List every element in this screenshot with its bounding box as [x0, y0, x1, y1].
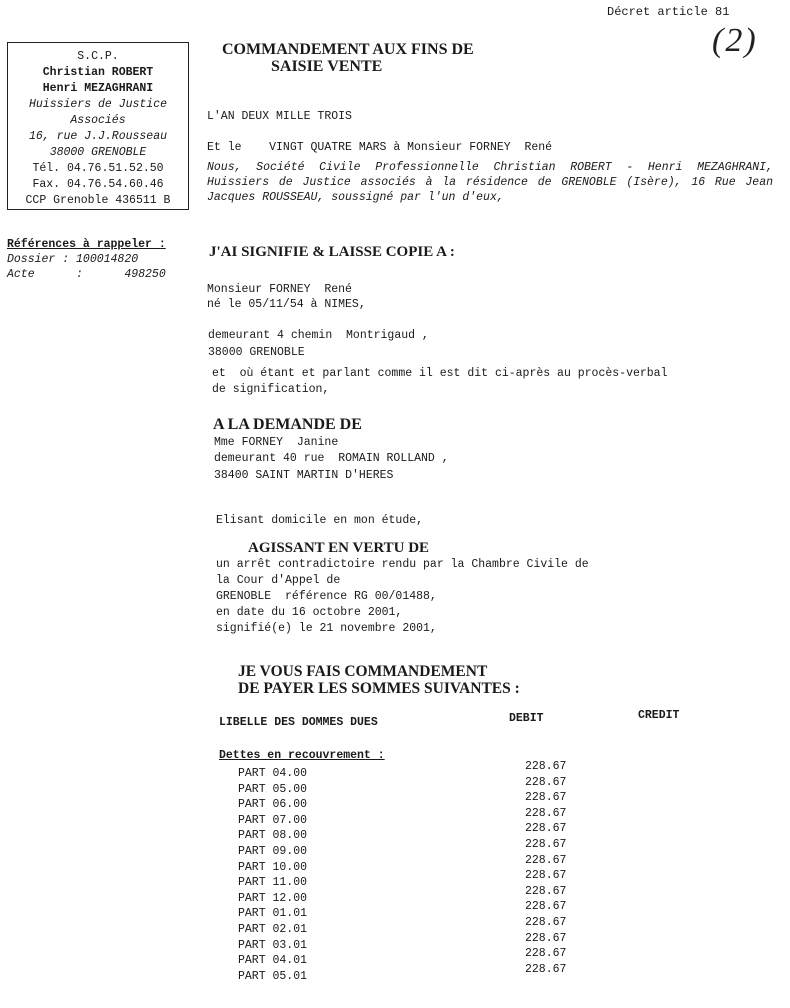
acting-line: GRENOBLE référence RG 00/01488, — [216, 590, 437, 603]
column-header-credit: CREDIT — [638, 709, 680, 722]
debt-row-label: PART 02.01 — [238, 923, 308, 936]
dossier-number: Dossier : 100014820 — [7, 253, 139, 266]
office-line: Huissiers de Justice — [28, 98, 168, 111]
command-line: DE PAYER LES SOMMES SUIVANTES : — [238, 680, 520, 697]
debt-row-label: PART 12.00 — [238, 891, 308, 905]
office-address: 16, rue J.J.Rousseau — [28, 130, 168, 143]
requester-address: demeurant 40 rue ROMAIN ROLLAND , — [214, 452, 449, 465]
column-header-debit: DEBIT — [509, 712, 544, 725]
acting-line: en date du 16 octobre 2001, — [216, 606, 403, 619]
command-line: JE VOUS FAIS COMMANDEMENT — [238, 663, 488, 680]
debt-row-label: PART 11.00 — [238, 876, 308, 890]
debt-row-debit: 228.67 — [525, 838, 567, 851]
handwritten-annotation: (2) — [712, 22, 758, 59]
office-city: 38000 GRENOBLE — [49, 146, 147, 159]
debt-row-debit: 228.67 — [525, 931, 567, 945]
recipient-address: demeurant 4 chemin Montrigaud , — [208, 329, 429, 342]
office-ccp: CCP Grenoble 436511 B — [25, 194, 171, 207]
requester-city: 38400 SAINT MARTIN D'HERES — [214, 469, 394, 482]
debt-row-label: PART 04.01 — [238, 954, 308, 968]
debt-row-label: PART 08.00 — [238, 829, 308, 843]
bailiff-office-box — [7, 42, 189, 210]
office-line: S.C.P. — [77, 50, 119, 63]
section-heading-acting: AGISSANT EN VERTU DE — [248, 540, 430, 556]
debt-row-label: PART 10.00 — [238, 860, 308, 874]
debt-row-debit: 228.67 — [525, 822, 567, 836]
office-fax: Fax. 04.76.54.60.46 — [32, 178, 164, 191]
debt-row-label: PART 06.00 — [238, 798, 308, 812]
debt-row-label: PART 03.01 — [238, 938, 308, 952]
debt-row-debit: 228.67 — [525, 947, 567, 961]
section-heading-signified: J'AI SIGNIFIE & LAISSE COPIE A : — [209, 244, 455, 260]
acting-line: la Cour d'Appel de — [216, 574, 341, 587]
document-title — [222, 41, 474, 75]
references-heading: Références à rappeler : — [7, 238, 166, 251]
references-block — [7, 237, 166, 282]
year-line: L'AN DEUX MILLE TROIS — [207, 110, 352, 123]
title-line: SAISIE VENTE — [271, 58, 383, 75]
speaking-note: et où étant et parlant comme il est dit ci-après au procès-verbal — [212, 367, 668, 380]
speaking-note: de signification, — [212, 383, 330, 396]
acting-line: un arrêt contradictoire rendu par la Chambre Civile de — [216, 558, 589, 571]
debt-row-label: PART 05.01 — [238, 969, 308, 983]
column-header-label: LIBELLE DES DOMMES DUES — [219, 716, 378, 729]
debt-row-debit: 228.67 — [525, 775, 567, 789]
debt-row-label: PART 05.00 — [238, 782, 308, 796]
office-phone: Tél. 04.76.51.52.50 — [32, 162, 164, 175]
debt-row-debit: 228.67 — [525, 962, 567, 976]
debt-row-debit: 228.67 — [525, 760, 567, 773]
debt-row-debit: 228.67 — [525, 884, 567, 898]
debt-row-label: PART 01.01 — [238, 907, 308, 921]
office-line: Associés — [70, 114, 126, 127]
recipient-city: 38000 GRENOBLE — [208, 346, 305, 359]
domicile-note: Elisant domicile en mon étude, — [216, 514, 424, 527]
acte-number: Acte : 498250 — [7, 268, 166, 281]
debts-section-heading: Dettes en recouvrement : — [219, 749, 385, 762]
office-name: Christian ROBERT — [42, 66, 154, 79]
debt-row-debit: 228.67 — [525, 791, 567, 805]
decree-reference: Décret article 81 — [607, 5, 730, 19]
debt-row-label: PART 04.00 — [238, 767, 308, 780]
office-name: Henri MEZAGHRANI — [42, 82, 154, 95]
command-heading — [238, 663, 520, 697]
debt-row-debit: 228.67 — [525, 869, 567, 883]
debt-row-debit: 228.67 — [525, 806, 567, 820]
title-line: COMMANDEMENT AUX FINS DE — [222, 41, 474, 58]
debt-row-debit: 228.67 — [525, 853, 567, 867]
requester-name: Mme FORNEY Janine — [214, 436, 339, 449]
acting-line: signifié(e) le 21 novembre 2001, — [216, 622, 437, 635]
debt-row-debit: 228.67 — [525, 916, 567, 929]
debt-row-label: PART 09.00 — [238, 845, 308, 858]
recipient-birth: né le 05/11/54 à NIMES, — [207, 298, 366, 311]
section-heading-request: A LA DEMANDE DE — [213, 416, 362, 433]
debt-row-label: PART 07.00 — [238, 813, 308, 827]
intro-paragraph: Nous, Société Civile Professionnelle Christian ROBERT - Henri MEZAGHRANI, Huissiers de Justice associés à la résidence de GRENOBLE (Isère), 16 Rue Jean Jacques ROUSSEAU, soussigné par l'un d'eux, — [207, 161, 773, 204]
debt-row-debit: 228.67 — [525, 900, 567, 914]
date-line: Et le VINGT QUATRE MARS à Monsieur FORNEY René — [207, 141, 553, 154]
recipient-name: Monsieur FORNEY René — [207, 283, 352, 296]
